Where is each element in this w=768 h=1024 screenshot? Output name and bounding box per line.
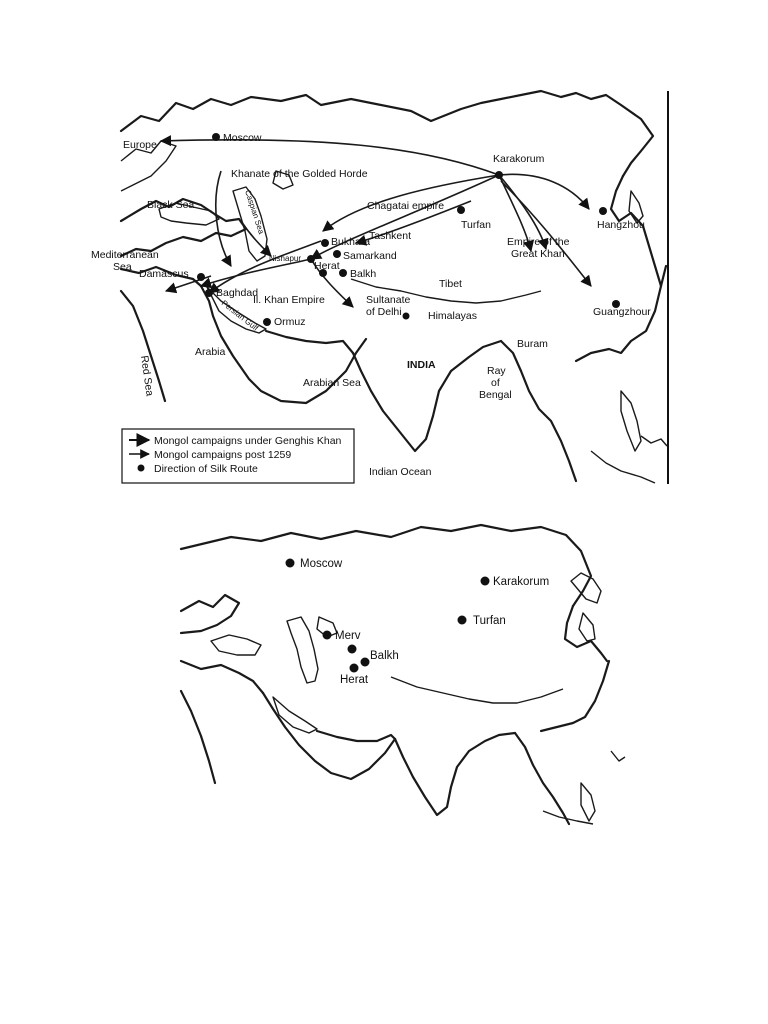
herat-label: Herat — [314, 260, 340, 272]
damascus-marker — [197, 273, 205, 281]
map-legend — [122, 429, 354, 483]
himalayas-label: Himalayas — [428, 310, 478, 322]
delhi-label-line2: of Delhi — [366, 306, 402, 318]
indian-ocean-label: Indian Ocean — [369, 466, 432, 478]
balkh-label-2: Balkh — [370, 650, 399, 662]
tashkent-label: Tashkent — [369, 230, 412, 242]
karakorum-marker-2 — [481, 577, 490, 586]
legend-dot — [138, 465, 145, 472]
balkh-marker — [339, 269, 347, 277]
arabia-label: Arabia — [195, 346, 226, 358]
baghdad-label: Baghdad — [216, 287, 259, 299]
golden-horde-label: Khanate of the Golded Horde — [231, 168, 368, 180]
silk-route-map-svg — [91, 91, 667, 484]
nishapur-label: Nishapur — [269, 254, 302, 263]
delhi-marker — [403, 313, 410, 320]
outline-coastlines — [181, 525, 625, 824]
india-label: INDIA — [407, 359, 436, 371]
outline-map-svg — [181, 521, 626, 824]
europe-label: Europe — [123, 139, 157, 151]
hangzhou-label: Hangzhou — [597, 219, 645, 231]
il-khan-label: Il. Khan Empire — [253, 294, 325, 306]
balkh-label: Balkh — [350, 268, 377, 280]
mediterranean-label-line1: Mediterranean — [91, 249, 159, 261]
chagatai-label: Chagatai empire — [367, 200, 445, 212]
bay-label-line1: Ray — [487, 365, 506, 377]
delhi-label-line1: Sultanate — [366, 294, 411, 306]
turfan-marker — [457, 206, 465, 214]
balkh-marker-2 — [361, 658, 370, 667]
black-sea-label: Black Sea — [147, 199, 195, 211]
outline-city-labels — [300, 558, 549, 686]
karakorum-label-2: Karakorum — [493, 576, 550, 588]
guangzhou-label: Guangzhour — [593, 306, 651, 318]
samarkand-marker — [333, 250, 341, 258]
great-khan-label-line1: Empire of the — [507, 236, 570, 248]
moscow-label: Moscow — [223, 132, 262, 144]
red-sea-label: Red Sea — [138, 354, 156, 397]
merv-marker-2 — [323, 631, 332, 640]
persian-gulf-label: Persian Gulf — [219, 298, 261, 333]
turfan-label: Turfan — [461, 219, 491, 231]
outline-map — [181, 521, 626, 824]
mediterranean-label-line2: Sea — [113, 261, 132, 273]
baghdad-marker — [205, 289, 213, 297]
legend-item-genghis: Mongol campaigns under Genghis Khan — [154, 435, 342, 447]
herat-marker-2 — [350, 664, 359, 673]
great-khan-label-line2: Great Khan — [511, 248, 565, 260]
tibet-label: Tibet — [439, 278, 462, 290]
city-labels — [139, 132, 651, 328]
ormuz-label: Ormuz — [274, 316, 306, 328]
ormuz-marker — [263, 318, 271, 326]
bay-label-line2: of — [491, 377, 500, 389]
legend-item-silk-route: Direction of Silk Route — [154, 463, 258, 475]
turfan-marker-2 — [458, 616, 467, 625]
karakorum-marker — [495, 171, 503, 179]
damascus-label: Damascus — [139, 268, 189, 280]
bay-label-line3: Bengal — [479, 389, 512, 401]
turfan-label-2: Turfan — [473, 615, 506, 627]
city-marker-2a — [348, 645, 357, 654]
moscow-marker — [212, 133, 220, 141]
bukhara-marker — [321, 239, 329, 247]
karakorum-label: Karakorum — [493, 153, 545, 165]
arabian-sea-label: Arabian Sea — [303, 377, 361, 389]
merv-label-2: Merv — [335, 630, 361, 642]
moscow-marker-2 — [286, 559, 295, 568]
silk-route-map — [91, 91, 669, 484]
region-labels — [91, 139, 570, 478]
caspian-sea-label: Caspian Sea — [243, 188, 266, 236]
hangzhou-marker — [599, 207, 607, 215]
samarkand-label: Samarkand — [343, 250, 397, 262]
herat-label-2: Herat — [340, 674, 369, 686]
moscow-label-2: Moscow — [300, 558, 343, 570]
bukhara-label: Bukhara — [331, 236, 371, 248]
legend-item-post1259: Mongol campaigns post 1259 — [154, 449, 292, 461]
buram-label: Buram — [517, 338, 548, 350]
